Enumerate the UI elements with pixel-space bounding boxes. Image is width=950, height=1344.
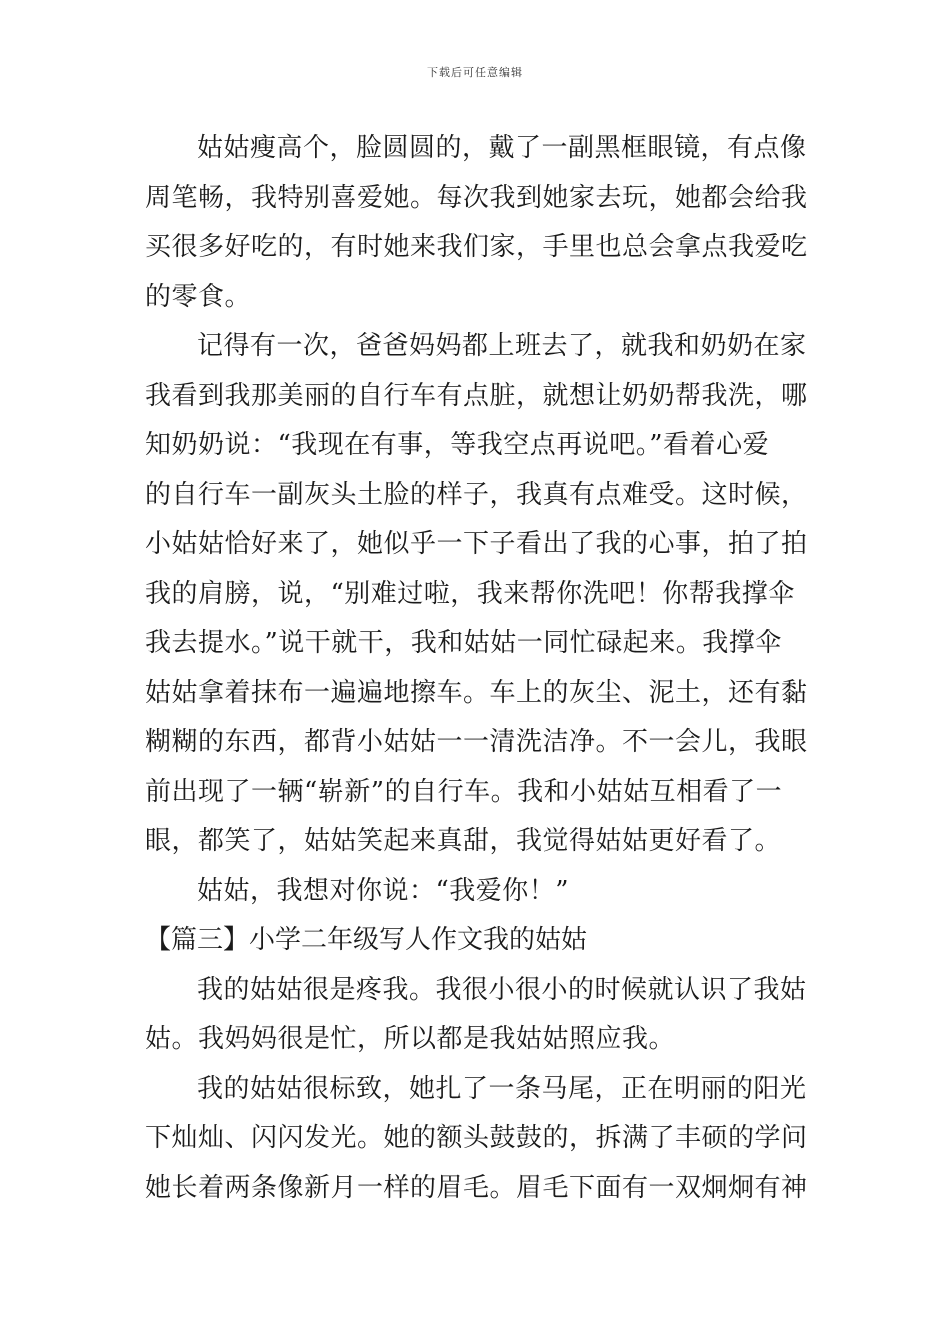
text-line: 我的姑姑很是疼我。我很小很小的时候就认识了我姑: [197, 974, 807, 1005]
text-line: 知奶奶说：“我现在有事，等我空点再说吧。”看着心爱: [145, 430, 770, 460]
text-line: 我看到我那美丽的自行车有点脏，就想让奶奶帮我洗，哪: [145, 380, 808, 411]
text-line: 买很多好吃的，有时她来我们家，手里也总会拿点我爱吃: [145, 232, 808, 262]
text-line: 下灿灿、闪闪发光。她的额头鼓鼓的，拆满了丰硕的学问: [145, 1123, 808, 1153]
body-text: [145, 124, 810, 1213]
text-line: 我的肩膀，说，“别难过啦，我来帮你洗吧！你帮我撑伞: [145, 578, 795, 609]
text-line: 小姑姑恰好来了，她似乎一下子看出了我的心事，拍了拍: [145, 529, 808, 559]
page-header-note: 下载后可任意编辑: [427, 66, 523, 79]
text-line: 姑姑，我想对你说：“我爱你！”: [197, 875, 570, 906]
text-line: 记得有一次，爸爸妈妈都上班去了，就我和奶奶在家: [197, 331, 807, 361]
text-line: 的零食。: [145, 281, 252, 312]
section-title: 【篇三】小学二年级写人作文我的姑姑: [145, 925, 588, 955]
text-line: 我去提水。”说干就干，我和姑姑一同忙碌起来。我撑伞: [145, 628, 782, 658]
text-line: 姑姑拿着抹布一遍遍地擦车。车上的灰尘、泥土，还有黏: [145, 677, 808, 708]
text-line: 我的姑姑很标致，她扎了一条马尾，正在明丽的阳光: [197, 1073, 807, 1104]
text-line: 姑姑瘦高个，脸圆圆的，戴了一副黑框眼镜，有点像: [197, 133, 807, 163]
text-line: 前出现了一辆“崭新”的自行车。我和小姑姑互相看了一: [145, 776, 783, 807]
text-line: 眼，都笑了，姑姑笑起来真甜，我觉得姑姑更好看了。: [145, 826, 782, 856]
text-line: 她长着两条像新月一样的眉毛。眉毛下面有一双炯炯有神: [145, 1172, 808, 1203]
text-line: 姑。我妈妈很是忙，所以都是我姑姑照应我。: [145, 1024, 676, 1054]
text-line: 周笔畅，我特别喜爱她。每次我到她家去玩，她都会给我: [145, 182, 808, 213]
text-line: 的自行车一副灰头土脸的样子，我真有点难受。这时候，: [145, 479, 808, 510]
text-line: 糊糊的东西，都背小姑姑一一清洗洁净。不一会儿，我眼: [145, 727, 808, 757]
